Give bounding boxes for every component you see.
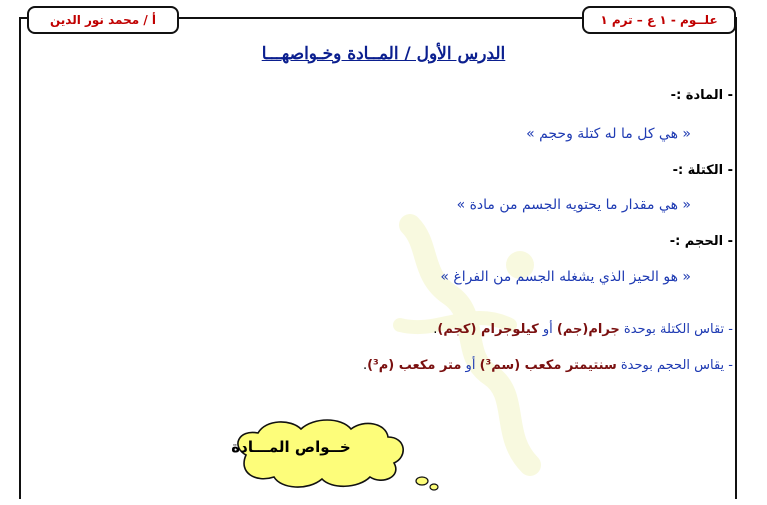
note-volume-unit1: سنتيمتر مكعب (سم³) <box>479 358 617 373</box>
definition-label-volume: - الحجم :- <box>669 234 733 249</box>
note-volume-units <box>363 358 733 373</box>
lesson-title: الدرس الأول / المــادة وخـواصهـــا <box>261 44 506 64</box>
frame-right-border <box>735 17 737 499</box>
note-mass-or: أو <box>542 322 553 337</box>
definition-label-matter: - المادة :- <box>670 88 733 103</box>
note-mass-unit1: جرام(جم) <box>556 322 620 337</box>
note-volume-or: أو <box>465 358 476 373</box>
frame-left-border <box>19 17 21 499</box>
note-volume-unit2: متر مكعب (م³) <box>367 358 462 373</box>
definition-text-volume: « هو الحيز الذي يشغله الجسم من الفراغ » <box>440 269 691 285</box>
definition-label-mass: - الكتلة :- <box>672 163 733 178</box>
note-volume-prefix: - يقاس الحجم بوحدة <box>620 358 733 373</box>
note-volume-end: . <box>362 358 368 373</box>
note-mass-end: . <box>433 322 438 337</box>
subject-tag: علــوم - ١ ع – ترم ١ <box>582 6 736 34</box>
teacher-tag: أ / محمد نور الدين <box>27 6 179 34</box>
definition-text-mass: « هي مقدار ما يحتويه الجسم من مادة » <box>456 197 691 213</box>
cloud-callout <box>226 417 456 495</box>
note-mass-units <box>433 322 733 337</box>
definition-text-matter: « هي كل ما له كتلة وحجم » <box>526 126 691 142</box>
note-mass-unit2: كيلوجرام (كجم) <box>437 322 539 337</box>
note-mass-prefix: - تقاس الكتلة بوحدة <box>623 322 733 337</box>
cloud-label: خــواص المـــادة <box>231 438 351 456</box>
